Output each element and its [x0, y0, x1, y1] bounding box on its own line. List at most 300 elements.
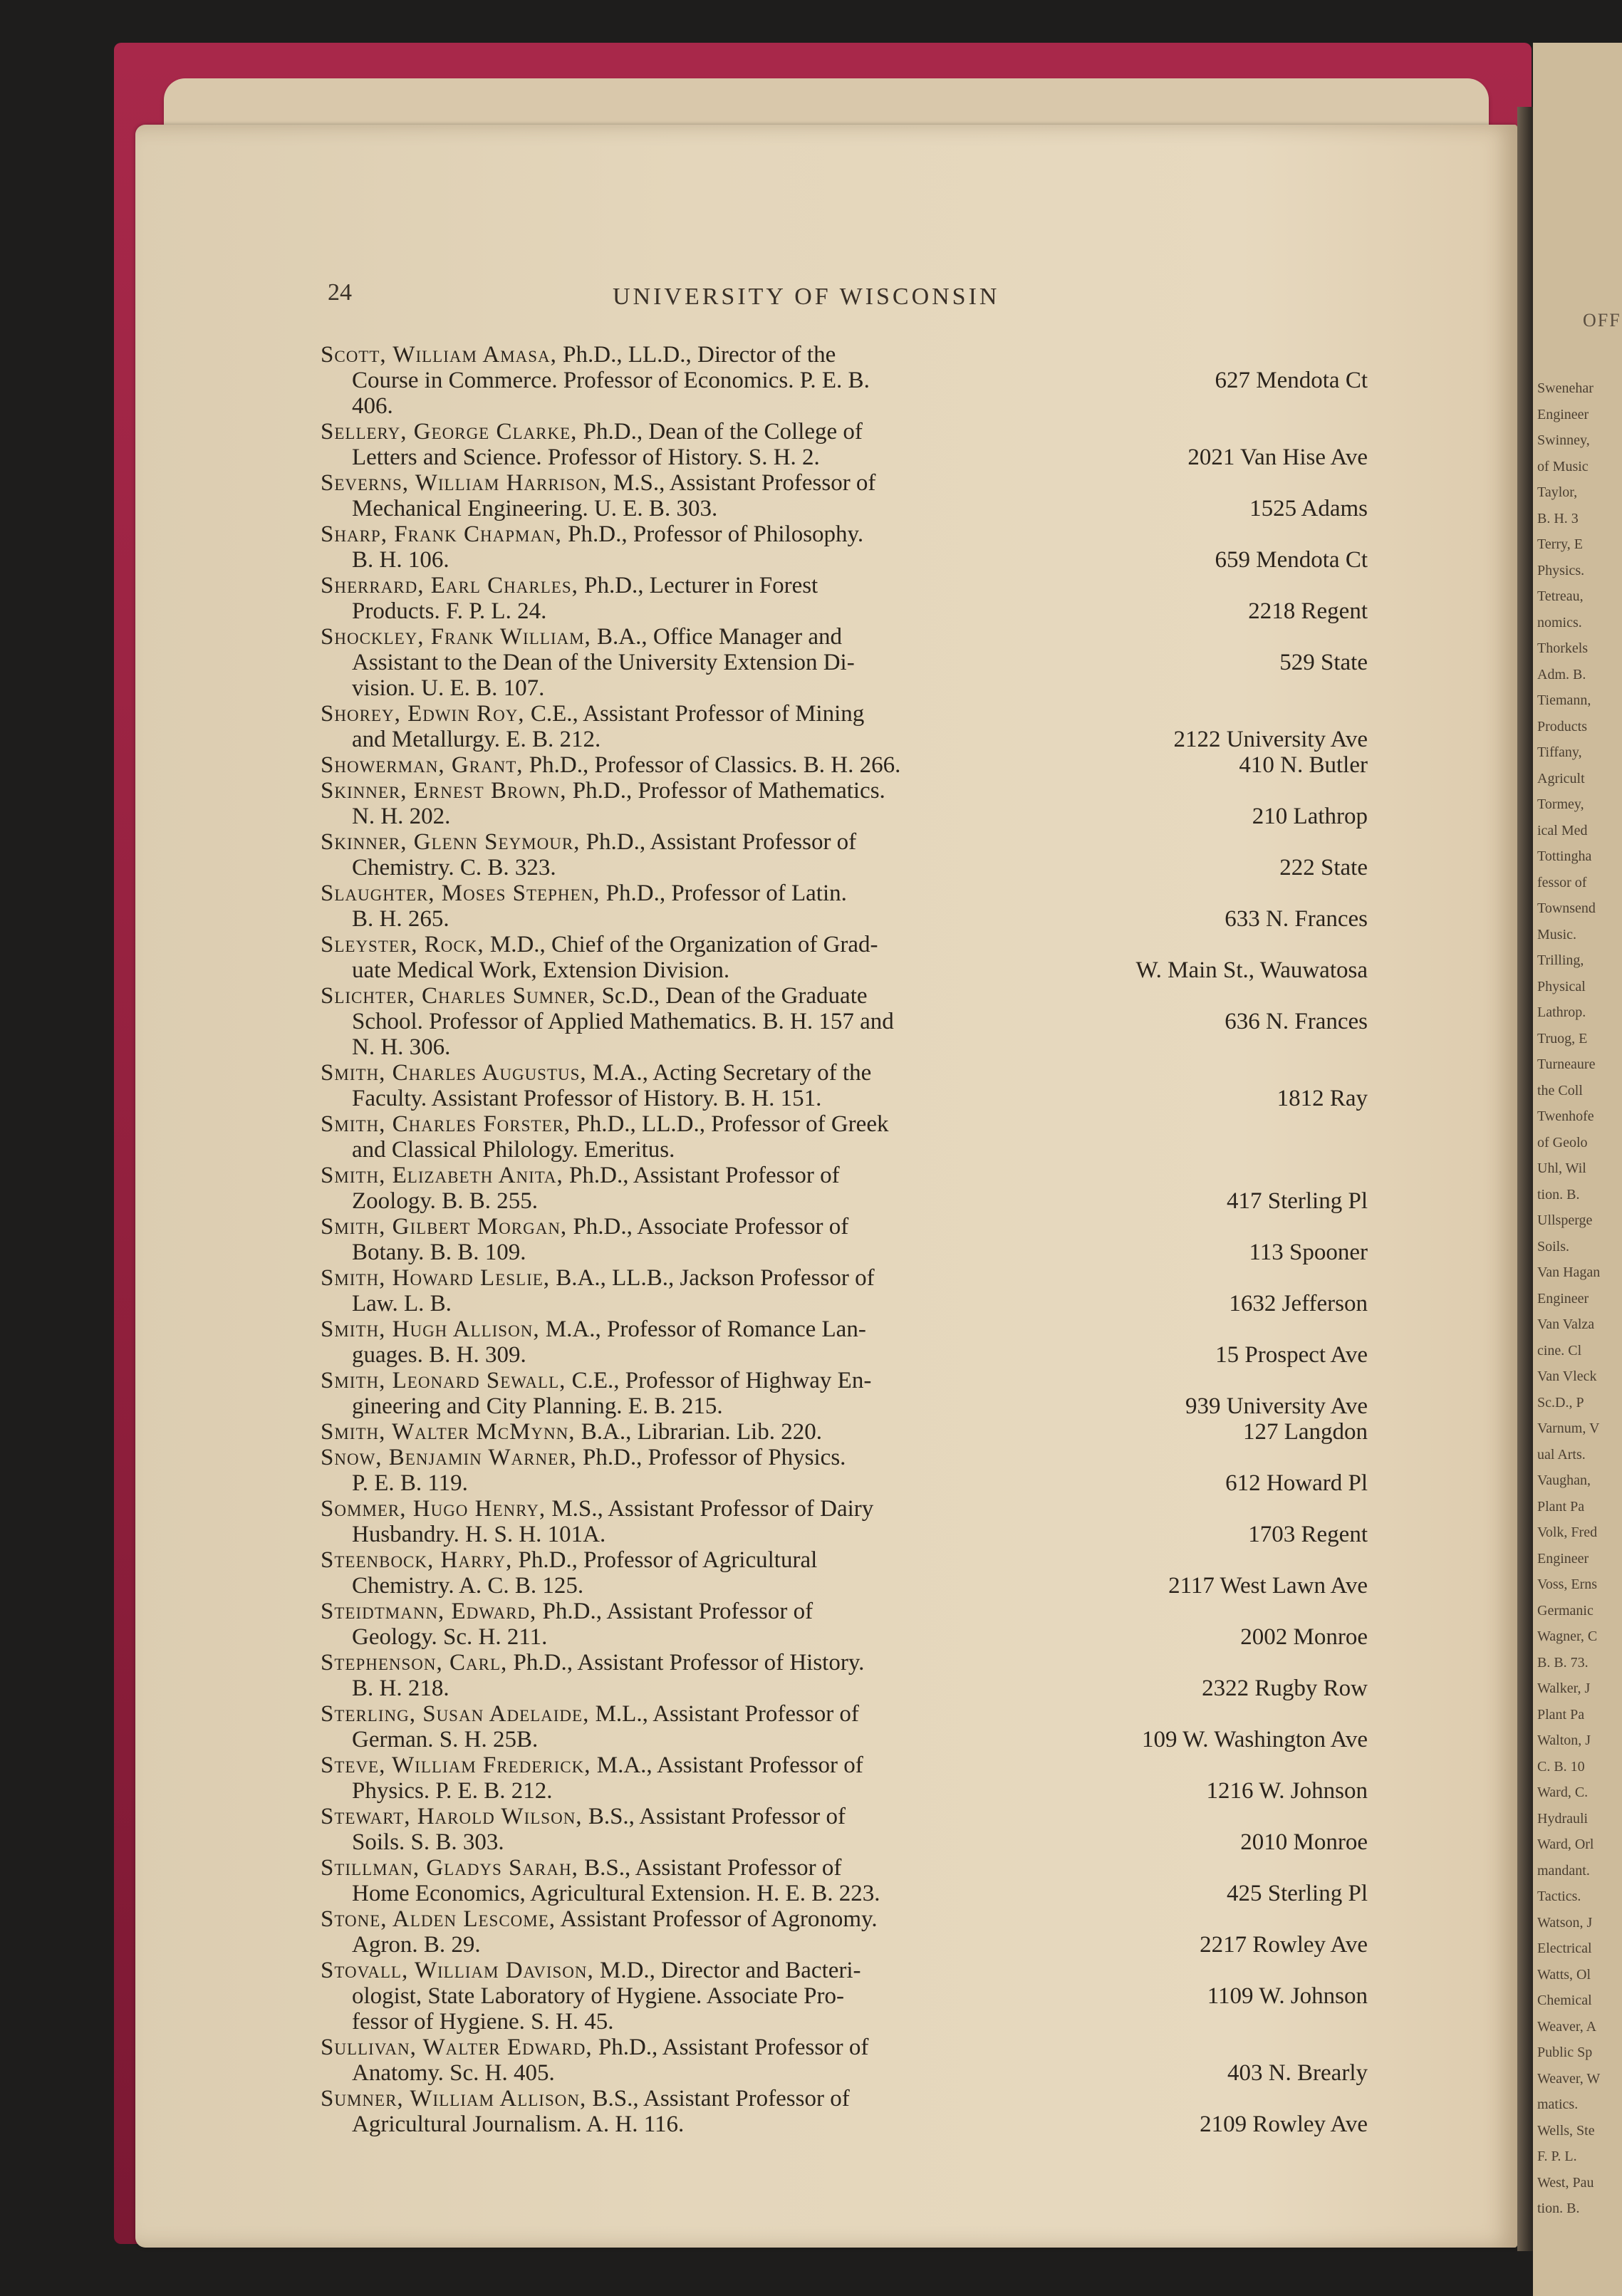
entry-description — [321, 983, 1147, 1060]
facing-page-fragment: cine. Cl — [1537, 1342, 1582, 1359]
person-name: Snow, Benjamin Warner, — [321, 1445, 577, 1470]
facing-page-fragment: Tiffany, — [1537, 744, 1582, 760]
entry-line: Anatomy. Sc. H. 405. — [352, 2060, 555, 2086]
person-name: Steidtmann, Edward, — [321, 1599, 537, 1624]
entry-line: B.A., Librarian. Lib. 220. — [575, 1419, 822, 1445]
entry-description — [321, 1316, 1147, 1368]
person-name: Stovall, William Davison, — [321, 1958, 594, 1983]
facing-page-fragment: Plant Pa — [1537, 1498, 1585, 1515]
entry-line: Ph.D., Assistant Professor of — [592, 2035, 869, 2060]
entry-description — [321, 881, 1147, 932]
facing-page-fragment: Engineer — [1537, 406, 1589, 422]
entry-description — [321, 1060, 1147, 1111]
page-number: 24 — [328, 279, 352, 306]
entry-line: M.A., Professor of Romance Lan- — [539, 1316, 866, 1342]
directory-entry — [321, 932, 1368, 983]
entry-description — [321, 573, 1147, 624]
facing-page — [1533, 43, 1622, 2296]
entry-address: 210 Lathrop — [1252, 804, 1368, 829]
entry-description — [321, 778, 1147, 829]
directory-entry — [321, 624, 1368, 701]
directory-entry — [321, 1496, 1368, 1547]
entry-description — [321, 624, 1147, 701]
entry-line: Law. L. B. — [352, 1291, 452, 1316]
page-title: UNIVERSITY OF WISCONSIN — [613, 284, 1000, 310]
entry-line: Letters and Science. Professor of History. S. H. 2. — [352, 445, 820, 470]
entry-description — [321, 1445, 1147, 1496]
entry-first-line — [321, 1547, 817, 1573]
facing-page-fragment: Swenehar — [1537, 380, 1594, 396]
person-name: Showerman, Grant, — [321, 752, 524, 778]
person-name: Smith, Charles Forster, — [321, 1111, 571, 1137]
person-name: Skinner, Glenn Seymour, — [321, 829, 581, 855]
entry-first-line — [321, 1214, 848, 1240]
facing-page-fragment: Engineer — [1537, 1550, 1589, 1567]
entry-address: 109 W. Washington Ave — [1142, 1727, 1368, 1752]
entry-description — [321, 1214, 1147, 1265]
entry-address: 529 State — [1279, 650, 1368, 675]
entry-line: B. H. 106. — [352, 547, 449, 573]
entry-line: Ph.D., Associate Professor of — [567, 1214, 849, 1240]
directory-entry — [321, 1650, 1368, 1701]
entry-first-line — [321, 752, 900, 778]
facing-page-fragment: nomics. — [1537, 614, 1582, 630]
facing-page-fragment: Volk, Fred — [1537, 1524, 1598, 1540]
facing-page-fragment: Tiemann, — [1537, 692, 1591, 708]
facing-page-fragment: Adm. B. — [1537, 666, 1586, 682]
entry-line: Husbandry. H. S. H. 101A. — [352, 1522, 606, 1547]
entry-line: Products. F. P. L. 24. — [352, 598, 547, 624]
directory-entry — [321, 573, 1368, 624]
entry-line: Ph.D., Assistant Professor of — [580, 829, 857, 855]
entry-line: Soils. S. B. 303. — [352, 1829, 504, 1855]
facing-page-fragment: Swinney, — [1537, 432, 1590, 448]
facing-page-fragment: Ward, C. — [1537, 1785, 1589, 1800]
facing-page-fragment: Tottingha — [1537, 848, 1592, 864]
entry-first-line — [321, 1445, 846, 1470]
entry-address: 425 Sterling Pl — [1226, 1881, 1368, 1906]
entry-line: Assistant to the Dean of the University Extension Di- — [352, 650, 855, 675]
entry-first-line — [321, 829, 856, 855]
person-name: Sommer, Hugo Henry, — [321, 1496, 546, 1522]
entry-line: M.A., Assistant Professor of — [591, 1752, 863, 1778]
directory-entry — [321, 1368, 1368, 1419]
entry-address: 659 Mendota Ct — [1215, 547, 1368, 573]
person-name: Slichter, Charles Sumner, — [321, 983, 596, 1009]
entry-address: 2122 University Ave — [1173, 727, 1368, 752]
entry-address: 1216 W. Johnson — [1206, 1778, 1368, 1804]
person-name: Smith, Howard Leslie, — [321, 1265, 551, 1291]
entry-description — [321, 752, 1147, 778]
entry-line: gineering and City Planning. E. B. 215. — [352, 1393, 723, 1419]
facing-page-fragment: Walton, J — [1537, 1733, 1591, 1748]
directory-entry — [321, 470, 1368, 521]
entry-first-line — [321, 1265, 875, 1291]
facing-page-fragment: Trilling, — [1537, 952, 1584, 968]
entry-description — [321, 470, 1147, 521]
entry-line: Ph.D., Professor of Latin. — [600, 881, 847, 906]
entry-first-line — [321, 2086, 850, 2111]
person-name: Sherrard, Earl Charles, — [321, 573, 578, 598]
person-name: Severns, William Harrison, — [321, 470, 608, 496]
entry-line: Ph.D., Assistant Professor of — [536, 1599, 813, 1624]
entry-address: 2021 Van Hise Ave — [1187, 445, 1368, 470]
directory-entry — [321, 983, 1368, 1060]
entry-line: Physics. P. E. B. 212. — [352, 1778, 553, 1804]
entry-line: N. H. 202. — [352, 804, 451, 829]
facing-page-fragment: tion. B. — [1537, 1186, 1580, 1202]
entry-description — [321, 1701, 1147, 1752]
directory-entry — [321, 1906, 1368, 1958]
facing-page-fragment: Hydrauli — [1537, 1810, 1589, 1827]
entry-line: Mechanical Engineering. U. E. B. 303. — [352, 496, 718, 521]
entry-line: Ph.D., Professor of Agricultural — [512, 1547, 818, 1573]
entry-first-line — [321, 1496, 873, 1522]
entry-first-line — [321, 1752, 863, 1778]
entry-address: 636 N. Frances — [1225, 1009, 1368, 1034]
entry-description — [321, 1547, 1147, 1599]
person-name: Shorey, Edwin Roy, — [321, 701, 525, 727]
entry-first-line — [321, 1804, 846, 1829]
facing-page-fragment: Products — [1537, 718, 1587, 734]
facing-page-fragment: C. B. 10 — [1537, 1758, 1585, 1775]
facing-page-fragment: Voss, Erns — [1537, 1576, 1598, 1592]
entry-address: W. Main St., Wauwatosa — [1135, 957, 1368, 983]
entry-address: 612 Howard Pl — [1225, 1470, 1368, 1496]
facing-page-fragment: West, Pau — [1537, 2174, 1594, 2191]
entry-line: guages. B. H. 309. — [352, 1342, 526, 1368]
facing-page-fragment: Watson, J — [1537, 1914, 1593, 1931]
entry-line: M.A., Acting Secretary of the — [586, 1060, 872, 1086]
entry-line: fessor of Hygiene. S. H. 45. — [352, 2009, 614, 2035]
entry-address: 127 Langdon — [1242, 1419, 1368, 1445]
entry-description — [321, 1419, 1147, 1445]
directory-entry — [321, 1111, 1368, 1163]
entry-first-line — [321, 701, 864, 727]
facing-page-fragment: Sc.D., P — [1537, 1394, 1584, 1411]
entry-line: Ph.D., Professor of Physics. — [576, 1445, 846, 1470]
entry-description — [321, 1958, 1147, 2035]
entry-line: M.D., Director and Bacteri- — [593, 1958, 861, 1983]
entry-address: 2010 Monroe — [1240, 1829, 1368, 1855]
entry-line: B.S., Assistant Professor of — [582, 1804, 846, 1829]
facing-page-fragment: B. B. 73. — [1537, 1654, 1589, 1671]
directory-entry — [321, 1958, 1368, 2035]
person-name: Shockley, Frank William, — [321, 624, 591, 650]
entry-address: 15 Prospect Ave — [1215, 1342, 1368, 1368]
directory-entry — [321, 1265, 1368, 1316]
entry-line: 406. — [352, 393, 393, 419]
entry-description — [321, 419, 1147, 470]
entry-line: M.S., Assistant Professor of Dairy — [546, 1496, 874, 1522]
entry-first-line — [321, 1701, 859, 1727]
facing-page-fragment: Physical — [1537, 978, 1586, 994]
facing-page-fragment: Tormey, — [1537, 796, 1584, 812]
directory-entry — [321, 1419, 1368, 1445]
entry-line: M.S., Assistant Professor of — [607, 470, 876, 496]
entry-first-line — [321, 1060, 871, 1086]
entry-line: Chemistry. A. C. B. 125. — [352, 1573, 584, 1599]
directory-entry — [321, 1701, 1368, 1752]
entry-description — [321, 1368, 1147, 1419]
entry-description — [321, 1163, 1147, 1214]
entry-line: N. H. 306. — [352, 1034, 451, 1060]
directory-entry — [321, 2086, 1368, 2137]
facing-page-fragment: Van Valza — [1537, 1316, 1595, 1332]
entry-line: B.S., Assistant Professor of — [586, 2086, 850, 2111]
directory-entry — [321, 1163, 1368, 1214]
book-gutter — [1517, 107, 1533, 2251]
entry-line: B. H. 218. — [352, 1676, 449, 1701]
entry-address: 410 N. Butler — [1239, 752, 1368, 778]
entry-first-line — [321, 419, 863, 445]
facing-page-fragment: Uhl, Wil — [1537, 1160, 1586, 1176]
facing-page-fragment: Lathrop. — [1537, 1004, 1586, 1020]
facing-page-header: OFF — [1583, 310, 1621, 331]
entry-line: Agron. B. 29. — [352, 1932, 481, 1958]
facing-page-fragment: of Geolo — [1537, 1134, 1588, 1150]
entry-first-line — [321, 778, 885, 804]
entry-line: and Metallurgy. E. B. 212. — [352, 727, 601, 752]
facing-page-fragment: Truog, E — [1537, 1030, 1588, 1046]
facing-page-fragment: F. P. L. — [1537, 2149, 1577, 2164]
person-name: Smith, Walter McMynn, — [321, 1419, 576, 1445]
person-name: Stillman, Gladys Sarah, — [321, 1855, 578, 1881]
facing-page-fragment: Music. — [1537, 926, 1576, 942]
person-name: Smith, Elizabeth Anita, — [321, 1163, 563, 1188]
person-name: Sharp, Frank Chapman, — [321, 521, 562, 547]
entry-address: 222 State — [1279, 855, 1368, 881]
person-name: Smith, Hugh Allison, — [321, 1316, 540, 1342]
entry-line: Ph.D., Assistant Professor of History. — [507, 1650, 865, 1676]
facing-page-fragment: tion. B. — [1537, 2201, 1580, 2216]
directory-entry — [321, 1752, 1368, 1804]
entry-line: C.E., Professor of Highway En- — [566, 1368, 872, 1393]
entry-first-line — [321, 624, 842, 650]
facing-page-fragment: Terry, E — [1537, 536, 1583, 552]
entry-first-line — [321, 1368, 871, 1393]
directory-entry — [321, 752, 1368, 778]
facing-page-fragment: Wagner, C — [1537, 1629, 1598, 1644]
entry-address: 403 N. Brearly — [1227, 2060, 1368, 2086]
entry-line: Agricultural Journalism. A. H. 116. — [352, 2111, 685, 2137]
entry-first-line — [321, 470, 875, 496]
entry-first-line — [321, 1599, 813, 1624]
person-name: Sleyster, Rock, — [321, 932, 484, 957]
entry-line: Ph.D., LL.D., Director of the — [556, 342, 836, 368]
facing-page-fragment: B. H. 3 — [1537, 510, 1579, 526]
facing-page-fragment: ical Med — [1537, 822, 1588, 838]
entry-description — [321, 1906, 1147, 1958]
facing-page-fragment: Wells, Ste — [1537, 2122, 1595, 2139]
entry-address: 1812 Ray — [1277, 1086, 1368, 1111]
entry-address: 627 Mendota Ct — [1215, 368, 1368, 393]
facing-page-fragment: Watts, Ol — [1537, 1966, 1591, 1983]
facing-page-fragment: Electrical — [1537, 1941, 1592, 1956]
entry-first-line — [321, 1163, 840, 1188]
directory-entry — [321, 1214, 1368, 1265]
entry-line: Assistant Professor of Agronomy. — [556, 1906, 878, 1932]
entry-line: Ph.D., Dean of the College of — [577, 419, 863, 445]
entry-line: M.L., Assistant Professor of — [589, 1701, 859, 1727]
entry-line: vision. U. E. B. 107. — [352, 675, 545, 701]
entry-description — [321, 1804, 1147, 1855]
person-name: Slaughter, Moses Stephen, — [321, 881, 601, 906]
facing-page-fragment: matics. — [1537, 2097, 1579, 2112]
facing-page-fragment: fessor of — [1537, 874, 1587, 890]
entry-line: Chemistry. C. B. 323. — [352, 855, 556, 881]
facing-page-fragment: Chemical — [1537, 1993, 1592, 2008]
entry-first-line — [321, 1958, 861, 1983]
facing-page-fragment: Vaughan, — [1537, 1472, 1591, 1488]
facing-page-fragment: Van Hagan — [1537, 1264, 1601, 1280]
facing-page-fragment: Agricult — [1537, 770, 1585, 786]
facing-page-fragment: Ullsperge — [1537, 1212, 1593, 1228]
entry-first-line — [321, 342, 836, 368]
person-name: Steve, William Frederick, — [321, 1752, 591, 1778]
entry-description — [321, 1265, 1147, 1316]
directory-entry — [321, 829, 1368, 881]
facing-page-fragment: Physics. — [1537, 562, 1585, 578]
facing-page-fragment: Taylor, — [1537, 484, 1578, 500]
facing-page-fragment: Ward, Orl — [1537, 1837, 1594, 1852]
entry-line: B. H. 265. — [352, 906, 449, 932]
entry-line: C.E., Assistant Professor of Mining — [524, 701, 865, 727]
entry-first-line — [321, 573, 818, 598]
facing-page-fragment: Tetreau, — [1537, 588, 1584, 604]
facing-page-fragment: Townsend — [1537, 900, 1596, 916]
entry-line: German. S. H. 25B. — [352, 1727, 539, 1752]
entry-description — [321, 1111, 1147, 1163]
entry-description — [321, 932, 1147, 983]
facing-page-fragment: Weaver, W — [1537, 2070, 1601, 2087]
entry-first-line — [321, 1650, 864, 1676]
person-name: Sullivan, Walter Edward, — [321, 2035, 593, 2060]
entry-first-line — [321, 1111, 888, 1137]
entry-line: Faculty. Assistant Professor of History. B. H. 151. — [352, 1086, 822, 1111]
entry-first-line — [321, 1419, 822, 1445]
directory-entry — [321, 419, 1368, 470]
entry-description — [321, 829, 1147, 881]
entry-line: Ph.D., Professor of Philosophy. — [561, 521, 864, 547]
person-name: Scott, William Amasa, — [321, 342, 557, 368]
facing-page-fragment: Engineer — [1537, 1290, 1589, 1307]
entry-first-line — [321, 2035, 868, 2060]
facing-page-fragment: Germanic — [1537, 1602, 1594, 1619]
person-name: Steenbock, Harry, — [321, 1547, 513, 1573]
facing-page-fragment: Soils. — [1537, 1238, 1570, 1255]
directory-entry — [321, 1060, 1368, 1111]
entry-description — [321, 1650, 1147, 1701]
facing-page-fragment: Thorkels — [1537, 640, 1589, 656]
entry-line: B.S., Assistant Professor of — [578, 1855, 842, 1881]
entry-address: 2217 Rowley Ave — [1200, 1932, 1368, 1958]
person-name: Sumner, William Allison, — [321, 2086, 587, 2111]
facing-page-fragment: Walker, J — [1537, 1681, 1591, 1696]
entry-first-line — [321, 1906, 878, 1932]
entry-description — [321, 1752, 1147, 1804]
entry-description — [321, 1855, 1147, 1906]
entry-address: 1703 Regent — [1248, 1522, 1368, 1547]
facing-page-fragment: Tactics. — [1537, 1889, 1581, 1904]
directory-entry — [321, 1599, 1368, 1650]
entry-address: 2322 Rugby Row — [1202, 1676, 1368, 1701]
directory-entry — [321, 778, 1368, 829]
person-name: Smith, Charles Augustus, — [321, 1060, 587, 1086]
facing-page-fragment: of Music — [1537, 458, 1589, 474]
entry-line: uate Medical Work, Extension Division. — [352, 957, 730, 983]
entry-line: Ph.D., Lecturer in Forest — [578, 573, 818, 598]
entry-address: 113 Spooner — [1249, 1240, 1368, 1265]
entry-address: 939 University Ave — [1185, 1393, 1368, 1419]
entry-line: Ph.D., Assistant Professor of — [563, 1163, 840, 1188]
directory-entry — [321, 1855, 1368, 1906]
person-name: Sellery, George Clarke, — [321, 419, 578, 445]
entry-address: 633 N. Frances — [1225, 906, 1368, 932]
entry-line: ologist, State Laboratory of Hygiene. Associate Pro- — [352, 1983, 845, 2009]
entry-line: B.A., LL.B., Jackson Professor of — [550, 1265, 875, 1291]
entry-description — [321, 1496, 1147, 1547]
entry-address: 1525 Adams — [1249, 496, 1368, 521]
entry-address: 2117 West Lawn Ave — [1168, 1573, 1368, 1599]
entry-description — [321, 2035, 1147, 2086]
entry-line: B.A., Office Manager and — [591, 624, 842, 650]
entry-line: Ph.D., Professor of Mathematics. — [566, 778, 885, 804]
directory-entry — [321, 1445, 1368, 1496]
faculty-directory — [321, 342, 1368, 2137]
person-name: Sterling, Susan Adelaide, — [321, 1701, 590, 1727]
entry-address: 2218 Regent — [1248, 598, 1368, 624]
entry-first-line — [321, 521, 863, 547]
entry-line: Botany. B. B. 109. — [352, 1240, 526, 1265]
entry-line: Home Economics, Agricultural Extension. H. E. B. 223. — [352, 1881, 880, 1906]
entry-address: 2002 Monroe — [1240, 1624, 1368, 1650]
entry-first-line — [321, 932, 878, 957]
entry-first-line — [321, 881, 847, 906]
facing-page-fragment: mandant. — [1537, 1862, 1590, 1879]
entry-address: 1632 Jefferson — [1229, 1291, 1368, 1316]
directory-entry — [321, 521, 1368, 573]
directory-entry — [321, 1804, 1368, 1855]
person-name: Stone, Alden Lescome, — [321, 1906, 556, 1932]
entry-line: School. Professor of Applied Mathematics. B. H. 157 and — [352, 1009, 894, 1034]
person-name: Stephenson, Carl, — [321, 1650, 508, 1676]
directory-entry — [321, 342, 1368, 419]
facing-page-fragment: Varnum, V — [1537, 1420, 1600, 1436]
entry-description — [321, 342, 1147, 419]
entry-line: Ph.D., Professor of Classics. B. H. 266. — [523, 752, 901, 778]
entry-description — [321, 1599, 1147, 1650]
directory-entry — [321, 701, 1368, 752]
entry-line: M.D., Chief of the Organization of Grad- — [484, 932, 878, 957]
entry-first-line — [321, 983, 868, 1009]
entry-line: P. E. B. 119. — [352, 1470, 468, 1496]
person-name: Stewart, Harold Wilson, — [321, 1804, 583, 1829]
facing-page-fragment: Public Sp — [1537, 2045, 1593, 2060]
entry-description — [321, 521, 1147, 573]
directory-entry — [321, 881, 1368, 932]
facing-page-fragment: Twenhofe — [1537, 1108, 1594, 1124]
entry-line: Zoology. B. B. 255. — [352, 1188, 538, 1214]
directory-entry — [321, 1316, 1368, 1368]
person-name: Smith, Leonard Sewall, — [321, 1368, 566, 1393]
entry-description — [321, 701, 1147, 752]
entry-line: Course in Commerce. Professor of Economics. P. E. B. — [352, 368, 870, 393]
entry-first-line — [321, 1855, 841, 1881]
entry-address: 1109 W. Johnson — [1207, 1983, 1368, 2009]
entry-first-line — [321, 1316, 866, 1342]
facing-page-fragment: the Coll — [1537, 1082, 1583, 1098]
